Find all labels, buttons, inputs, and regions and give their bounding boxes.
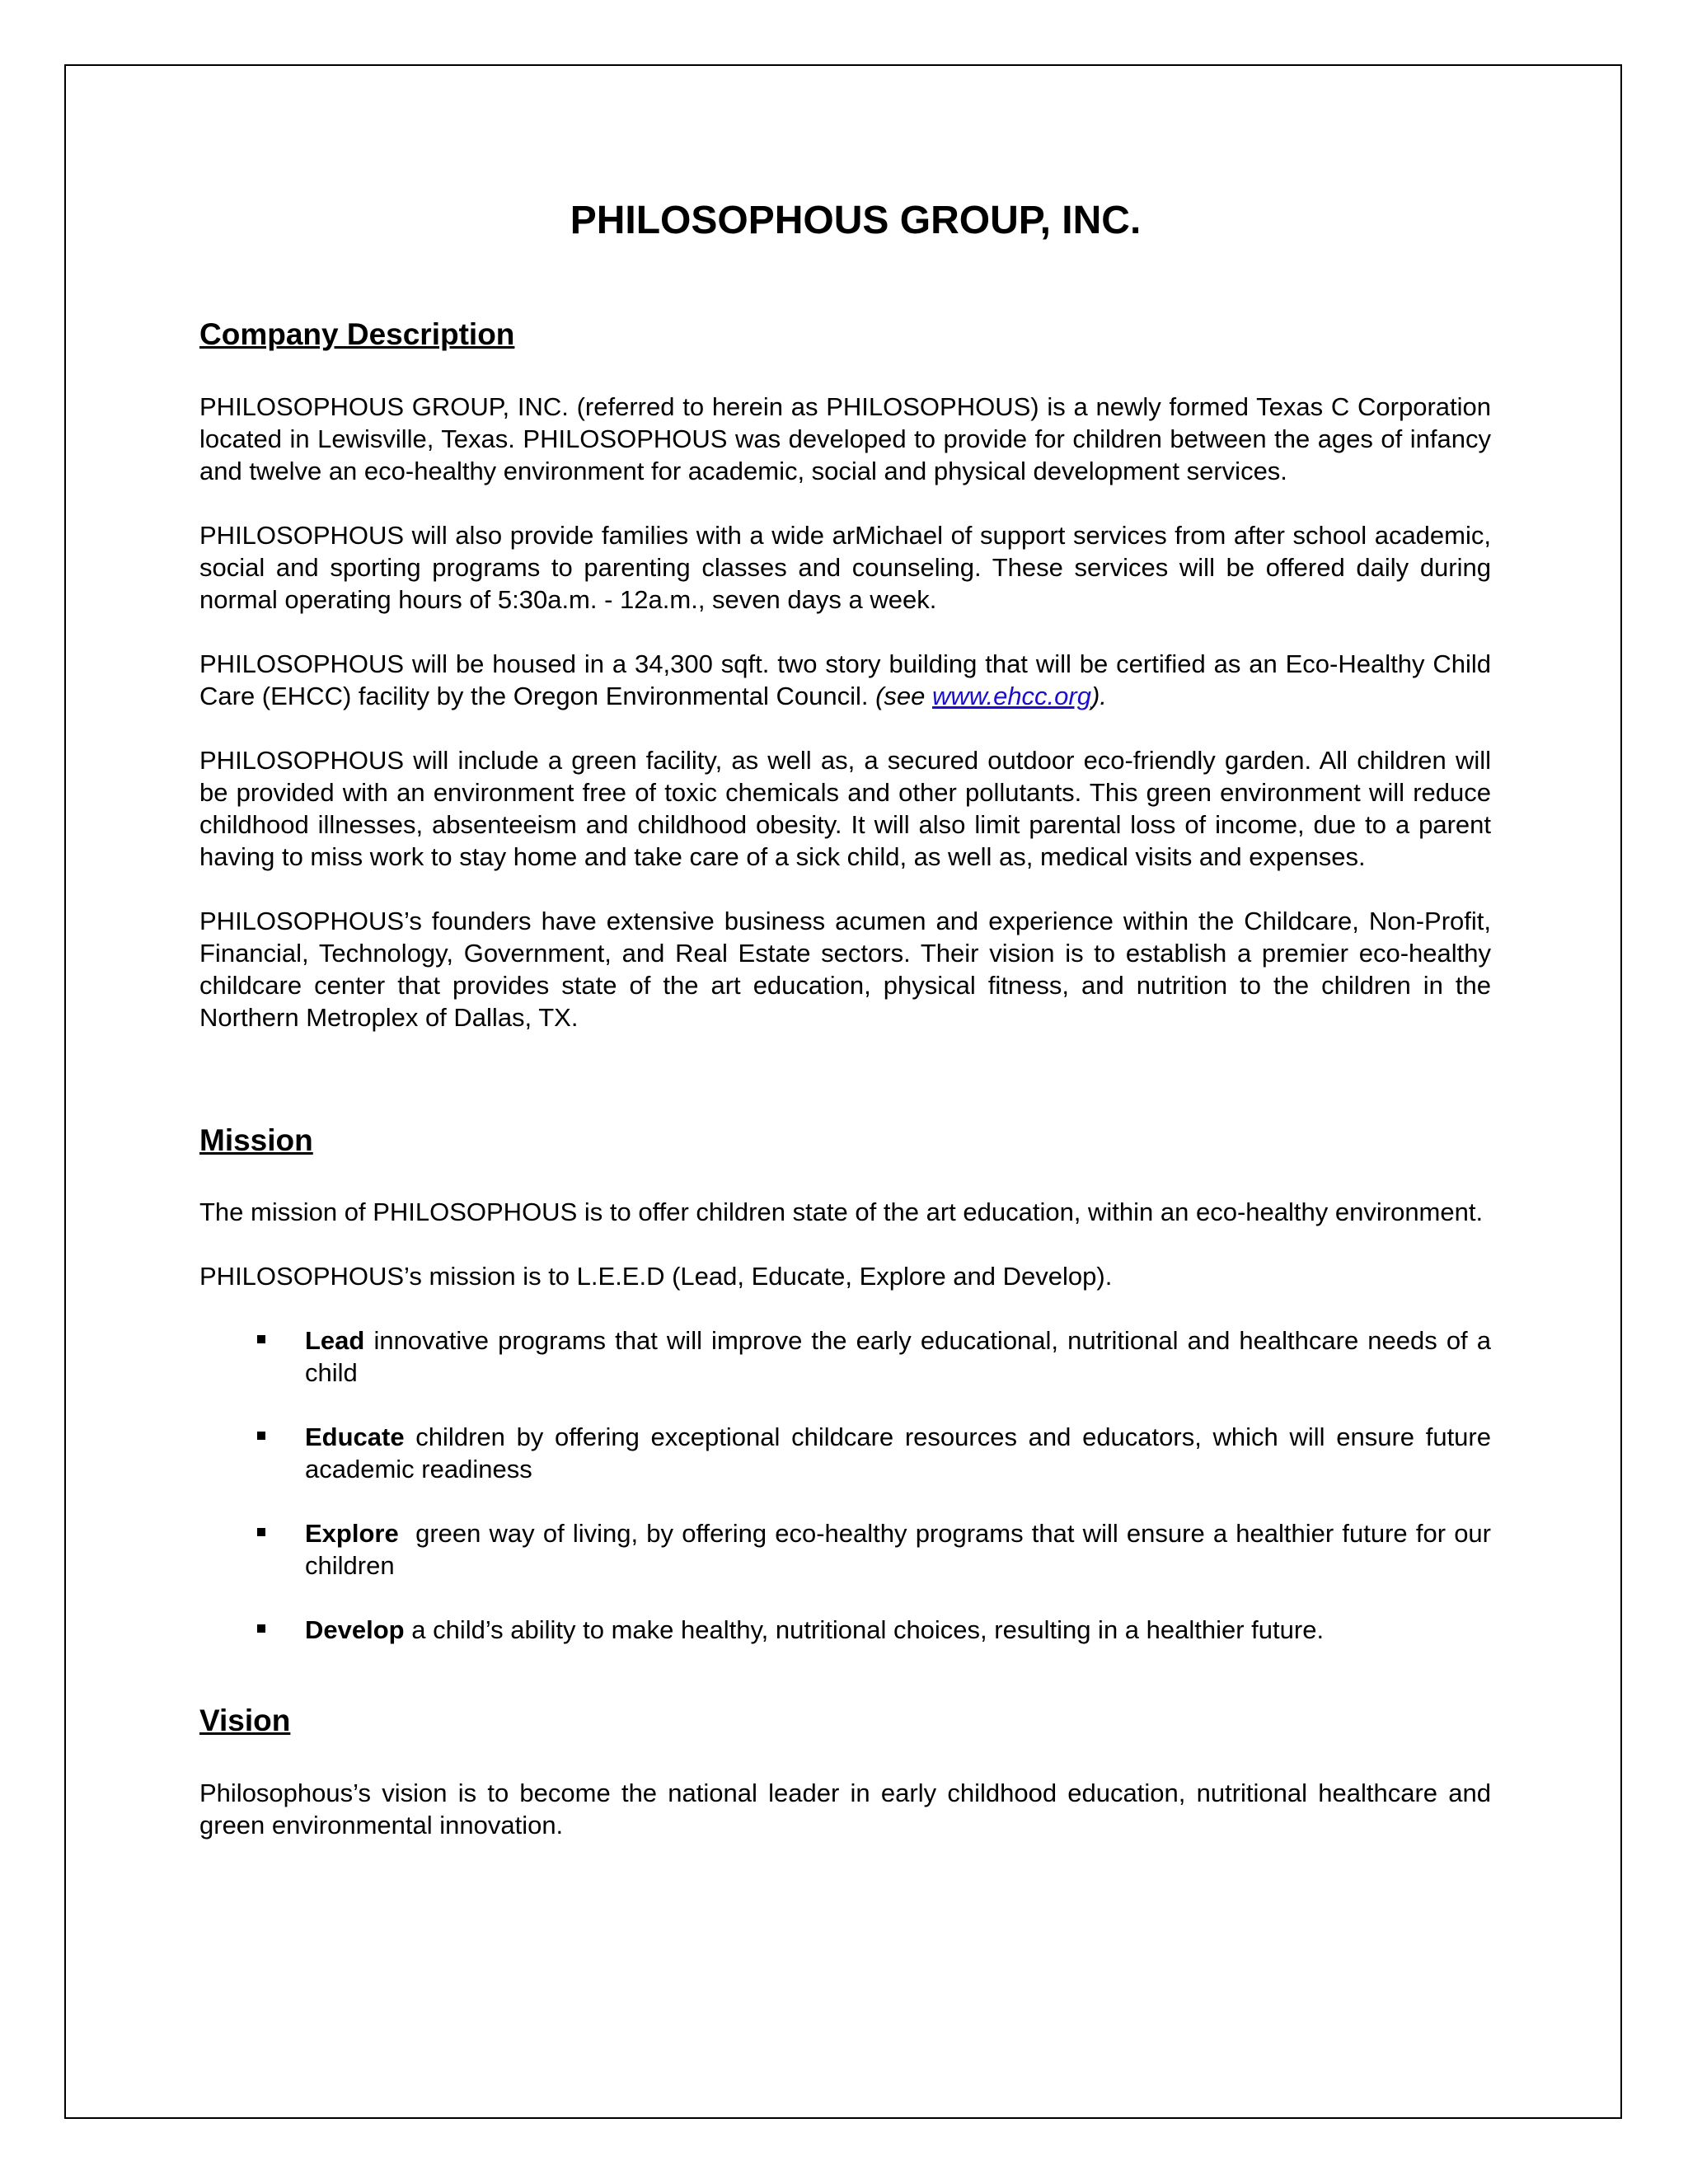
mission-paragraph-2: PHILOSOPHOUS’s mission is to L.E.E.D (Lead, Educate, Explore and Develop). xyxy=(199,1262,1113,1291)
vision-heading: Vision xyxy=(199,1704,291,1738)
company-description-paragraph-3 xyxy=(199,648,1491,712)
company-description-paragraph-5: PHILOSOPHOUS’s founders have extensive business acumen and experience within the Childcare, Non-Profit, Financial, Technology, Government, and Real Estate sectors. Their vision is to establish a premier eco-healthy childcare center that provides state of the art education, physical fitness, and nutrition to the children in the Northern Metroplex of Dallas, TX. xyxy=(199,906,1491,1032)
company-description-paragraph-4: PHILOSOPHOUS will include a green facility, as well as, a secured outdoor eco-friendly garden. All children will be provided with an environment free of toxic chemicals and other pollutants. This green environment will reduce childhood illnesses, absenteeism and childhood obesity. It will also limit parental loss of income, due to a parent having to miss work to stay home and take care of a sick child, as well as, medical visits and expenses. xyxy=(199,745,1491,871)
bullet-text: a child’s ability to make healthy, nutritional choices, resulting in a healthier future. xyxy=(404,1615,1325,1645)
bullet-item-explore xyxy=(199,1517,1498,1582)
bullet-text: children by offering exceptional childcare resources and educators, which will ensure future academic readiness xyxy=(305,1422,1491,1484)
see-reference xyxy=(875,682,1107,710)
company-description-paragraph-2: PHILOSOPHOUS will also provide families with a wide arMichael of support services from after school academic, social and sporting programs to parenting classes and counseling. These services will be offered daily during normal operating hours of 5:30a.m. - 12a.m., seven days a week. xyxy=(199,520,1491,614)
square-bullet-icon xyxy=(257,1528,265,1536)
square-bullet-icon xyxy=(257,1432,265,1440)
housed-text: PHILOSOPHOUS will be housed in a 34,300 sqft. two story building that will be certified as an Eco-Healthy Child Care (EHCC) facility by the Oregon Environmental Council. xyxy=(199,649,1491,710)
square-bullet-icon xyxy=(257,1624,265,1633)
bullet-keyword: Explore xyxy=(305,1519,399,1549)
company-description-heading: Company Description xyxy=(199,317,515,352)
bullet-item-develop xyxy=(199,1614,1491,1646)
bullet-item-educate xyxy=(199,1421,1491,1485)
see-prefix: (see xyxy=(875,681,933,710)
company-description-paragraph-1: PHILOSOPHOUS GROUP, INC. (referred to herein as PHILOSOPHOUS) is a newly formed Texas C Corporation located in Lewisville, Texas. PHILOSOPHOUS was developed to provide for children between the ages of infancy and twelve an eco-healthy environment for academic, social and physical development services. xyxy=(199,391,1491,485)
section-spacer xyxy=(199,1678,1491,1704)
ehcc-link[interactable]: www.ehcc.org xyxy=(932,681,1091,710)
document-body xyxy=(199,198,1498,1873)
square-bullet-icon xyxy=(257,1335,265,1343)
bullet-text: green way of living, by offering eco-healthy programs that will ensure a healthier future for our children xyxy=(305,1519,1498,1581)
see-suffix: ). xyxy=(1090,681,1107,710)
bullet-keyword: Develop xyxy=(305,1615,405,1645)
mission-paragraph-1: The mission of PHILOSOPHOUS is to offer children state of the art education, within an eco-healthy environment. xyxy=(199,1197,1484,1227)
bullet-keyword: Educate xyxy=(305,1422,405,1452)
bullet-item-lead xyxy=(199,1324,1491,1389)
bullet-keyword: Lead xyxy=(305,1326,365,1356)
section-spacer xyxy=(199,1066,1491,1123)
leed-bullet-list xyxy=(199,1324,1498,1646)
mission-heading: Mission xyxy=(199,1122,313,1157)
vision-paragraph: Philosophous’s vision is to become the national leader in early childhood education, nutritional healthcare and green environmental innovation. xyxy=(199,1778,1491,1840)
bullet-text: innovative programs that will improve the early educational, nutritional and healthcare needs of a child xyxy=(305,1326,1491,1388)
document-title: PHILOSOPHOUS GROUP, INC. xyxy=(570,199,1142,242)
